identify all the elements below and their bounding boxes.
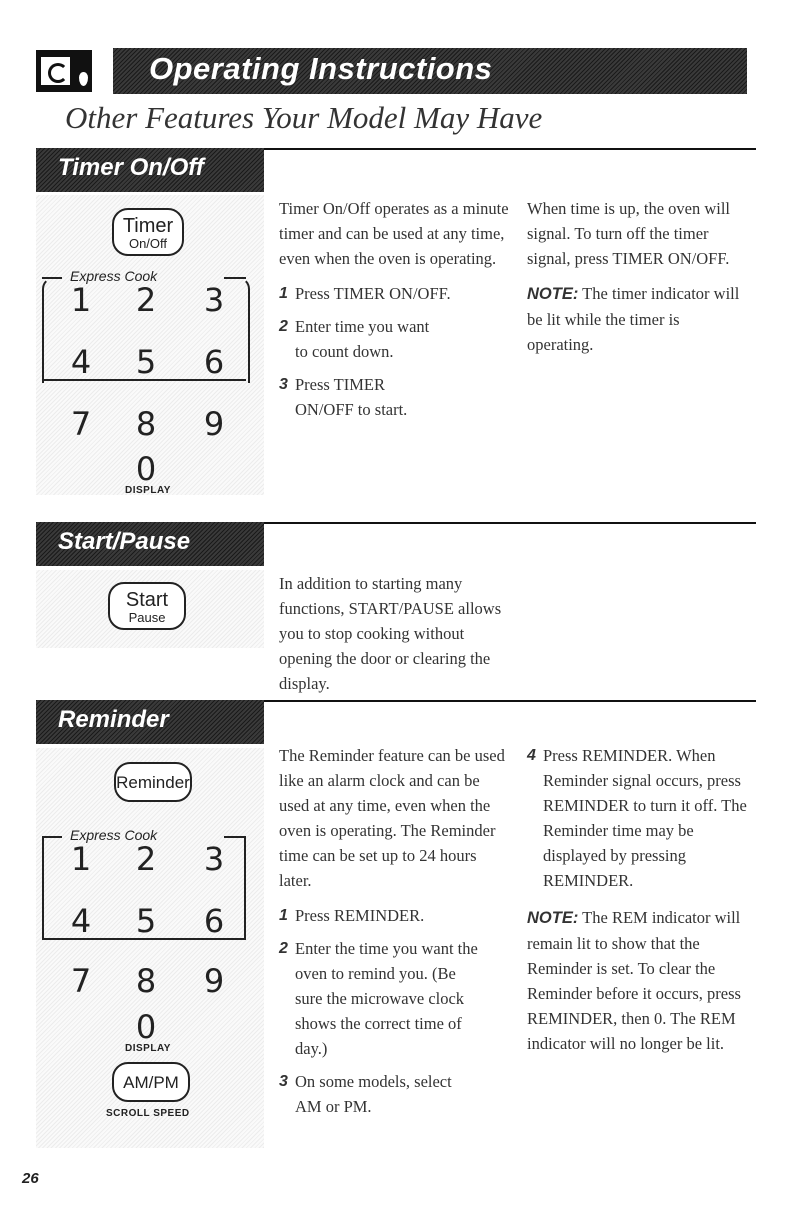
key-7[interactable]: 7 [70, 405, 92, 443]
key-2[interactable]: 2 [135, 840, 157, 878]
key-8[interactable]: 8 [135, 962, 157, 1000]
key-2[interactable]: 2 [135, 281, 157, 319]
key-7[interactable]: 7 [70, 962, 92, 1000]
reminder-text-col2 [527, 743, 749, 1066]
section-tab-reminder [36, 700, 264, 744]
bracket-bottom [42, 379, 246, 381]
timer-text-col2 [527, 196, 747, 367]
key-0[interactable]: 0 [135, 450, 157, 488]
timer-signal-text: When time is up, the oven will signal. To turn off the timer signal, press TIMER ON/OFF. [527, 199, 731, 268]
divider [264, 148, 756, 150]
microwave-icon [36, 50, 92, 92]
timer-step: 1 Press TIMER ON/OFF. [279, 284, 451, 303]
key-5[interactable]: 5 [135, 343, 157, 381]
start-keypad [36, 570, 264, 648]
page-number: 26 [22, 1170, 39, 1187]
divider [264, 522, 756, 524]
reminder-intro: The Reminder feature can be used like an alarm clock and can be used at any time, even when the oven is operating. The Reminder time can be set up to 24 hours later. [279, 746, 505, 890]
start-pause-button[interactable]: Start Pause [108, 582, 186, 630]
bracket-line [224, 277, 246, 279]
key-9[interactable]: 9 [203, 405, 225, 443]
section-tab-start-pause [36, 522, 264, 566]
timer-on-off-button[interactable]: Timer On/Off [112, 208, 184, 256]
page-subtitle: Other Features Your Model May Have [65, 100, 543, 135]
express-cook-label: Express Cook [70, 268, 158, 284]
am-pm-button[interactable]: AM/PM [112, 1062, 190, 1102]
timer-keypad [36, 195, 264, 495]
express-cook-label: Express Cook [70, 827, 158, 843]
header-bar [113, 48, 747, 94]
bracket-side [244, 836, 246, 940]
section-title: Timer On/Off [58, 154, 204, 181]
key-8[interactable]: 8 [135, 405, 157, 443]
key-1[interactable]: 1 [70, 840, 92, 878]
section-tab-timer [36, 148, 264, 192]
timer-intro: Timer On/Off operates as a minute timer and can be used at any time, even when the oven is operating. [279, 199, 509, 268]
bracket-line [224, 836, 246, 838]
key-0[interactable]: 0 [135, 1008, 157, 1046]
reminder-step: 1 Press REMINDER. [279, 906, 425, 925]
reminder-keypad [36, 748, 264, 1148]
section-title: Start/Pause [58, 528, 191, 555]
timer-step: 3 Press TIMER ON/OFF to start. [279, 375, 408, 419]
page-title: Operating Instructions [149, 51, 493, 86]
reminder-step: 2 Enter the time you want the oven to remind you. (Be sure the microwave clock shows the correct time of day.) [279, 939, 478, 1058]
display-label: DISPLAY [125, 1043, 171, 1054]
divider [264, 700, 756, 702]
key-1[interactable]: 1 [70, 281, 92, 319]
section-title: Reminder [58, 706, 169, 733]
timer-note: NOTE: The timer indicator will be lit while the timer is operating. [527, 284, 740, 354]
reminder-step: 3 On some models, select AM or PM. [279, 1072, 452, 1116]
reminder-text-col1 [279, 743, 511, 1127]
key-3[interactable]: 3 [203, 840, 225, 878]
key-6[interactable]: 6 [203, 343, 225, 381]
bracket-side [42, 836, 44, 940]
key-4[interactable]: 4 [70, 902, 92, 940]
scroll-speed-label: SCROLL SPEED [106, 1108, 190, 1119]
bracket-line [42, 277, 62, 279]
key-3[interactable]: 3 [203, 281, 225, 319]
key-4[interactable]: 4 [70, 343, 92, 381]
reminder-button[interactable]: Reminder [114, 762, 192, 802]
key-6[interactable]: 6 [203, 902, 225, 940]
timer-text-col1 [279, 196, 511, 430]
display-label: DISPLAY [125, 485, 171, 496]
timer-step: 2 Enter time you want to count down. [279, 317, 430, 361]
reminder-note: NOTE: The REM indicator will remain lit to show that the Reminder is set. To clear the Reminder before it occurs, press REMINDER, then 0. The REM indicator will no longer be lit. [527, 908, 741, 1053]
key-9[interactable]: 9 [203, 962, 225, 1000]
key-5[interactable]: 5 [135, 902, 157, 940]
start-text [279, 571, 509, 706]
bracket-line [42, 836, 62, 838]
start-description: In addition to starting many functions, START/PAUSE allows you to stop cooking without opening the door or clearing the display. [279, 574, 502, 693]
reminder-step: 4 Press REMINDER. When Reminder signal occurs, press REMINDER to turn it off. The Reminder time may be displayed by pressing REMINDER. [527, 746, 747, 890]
